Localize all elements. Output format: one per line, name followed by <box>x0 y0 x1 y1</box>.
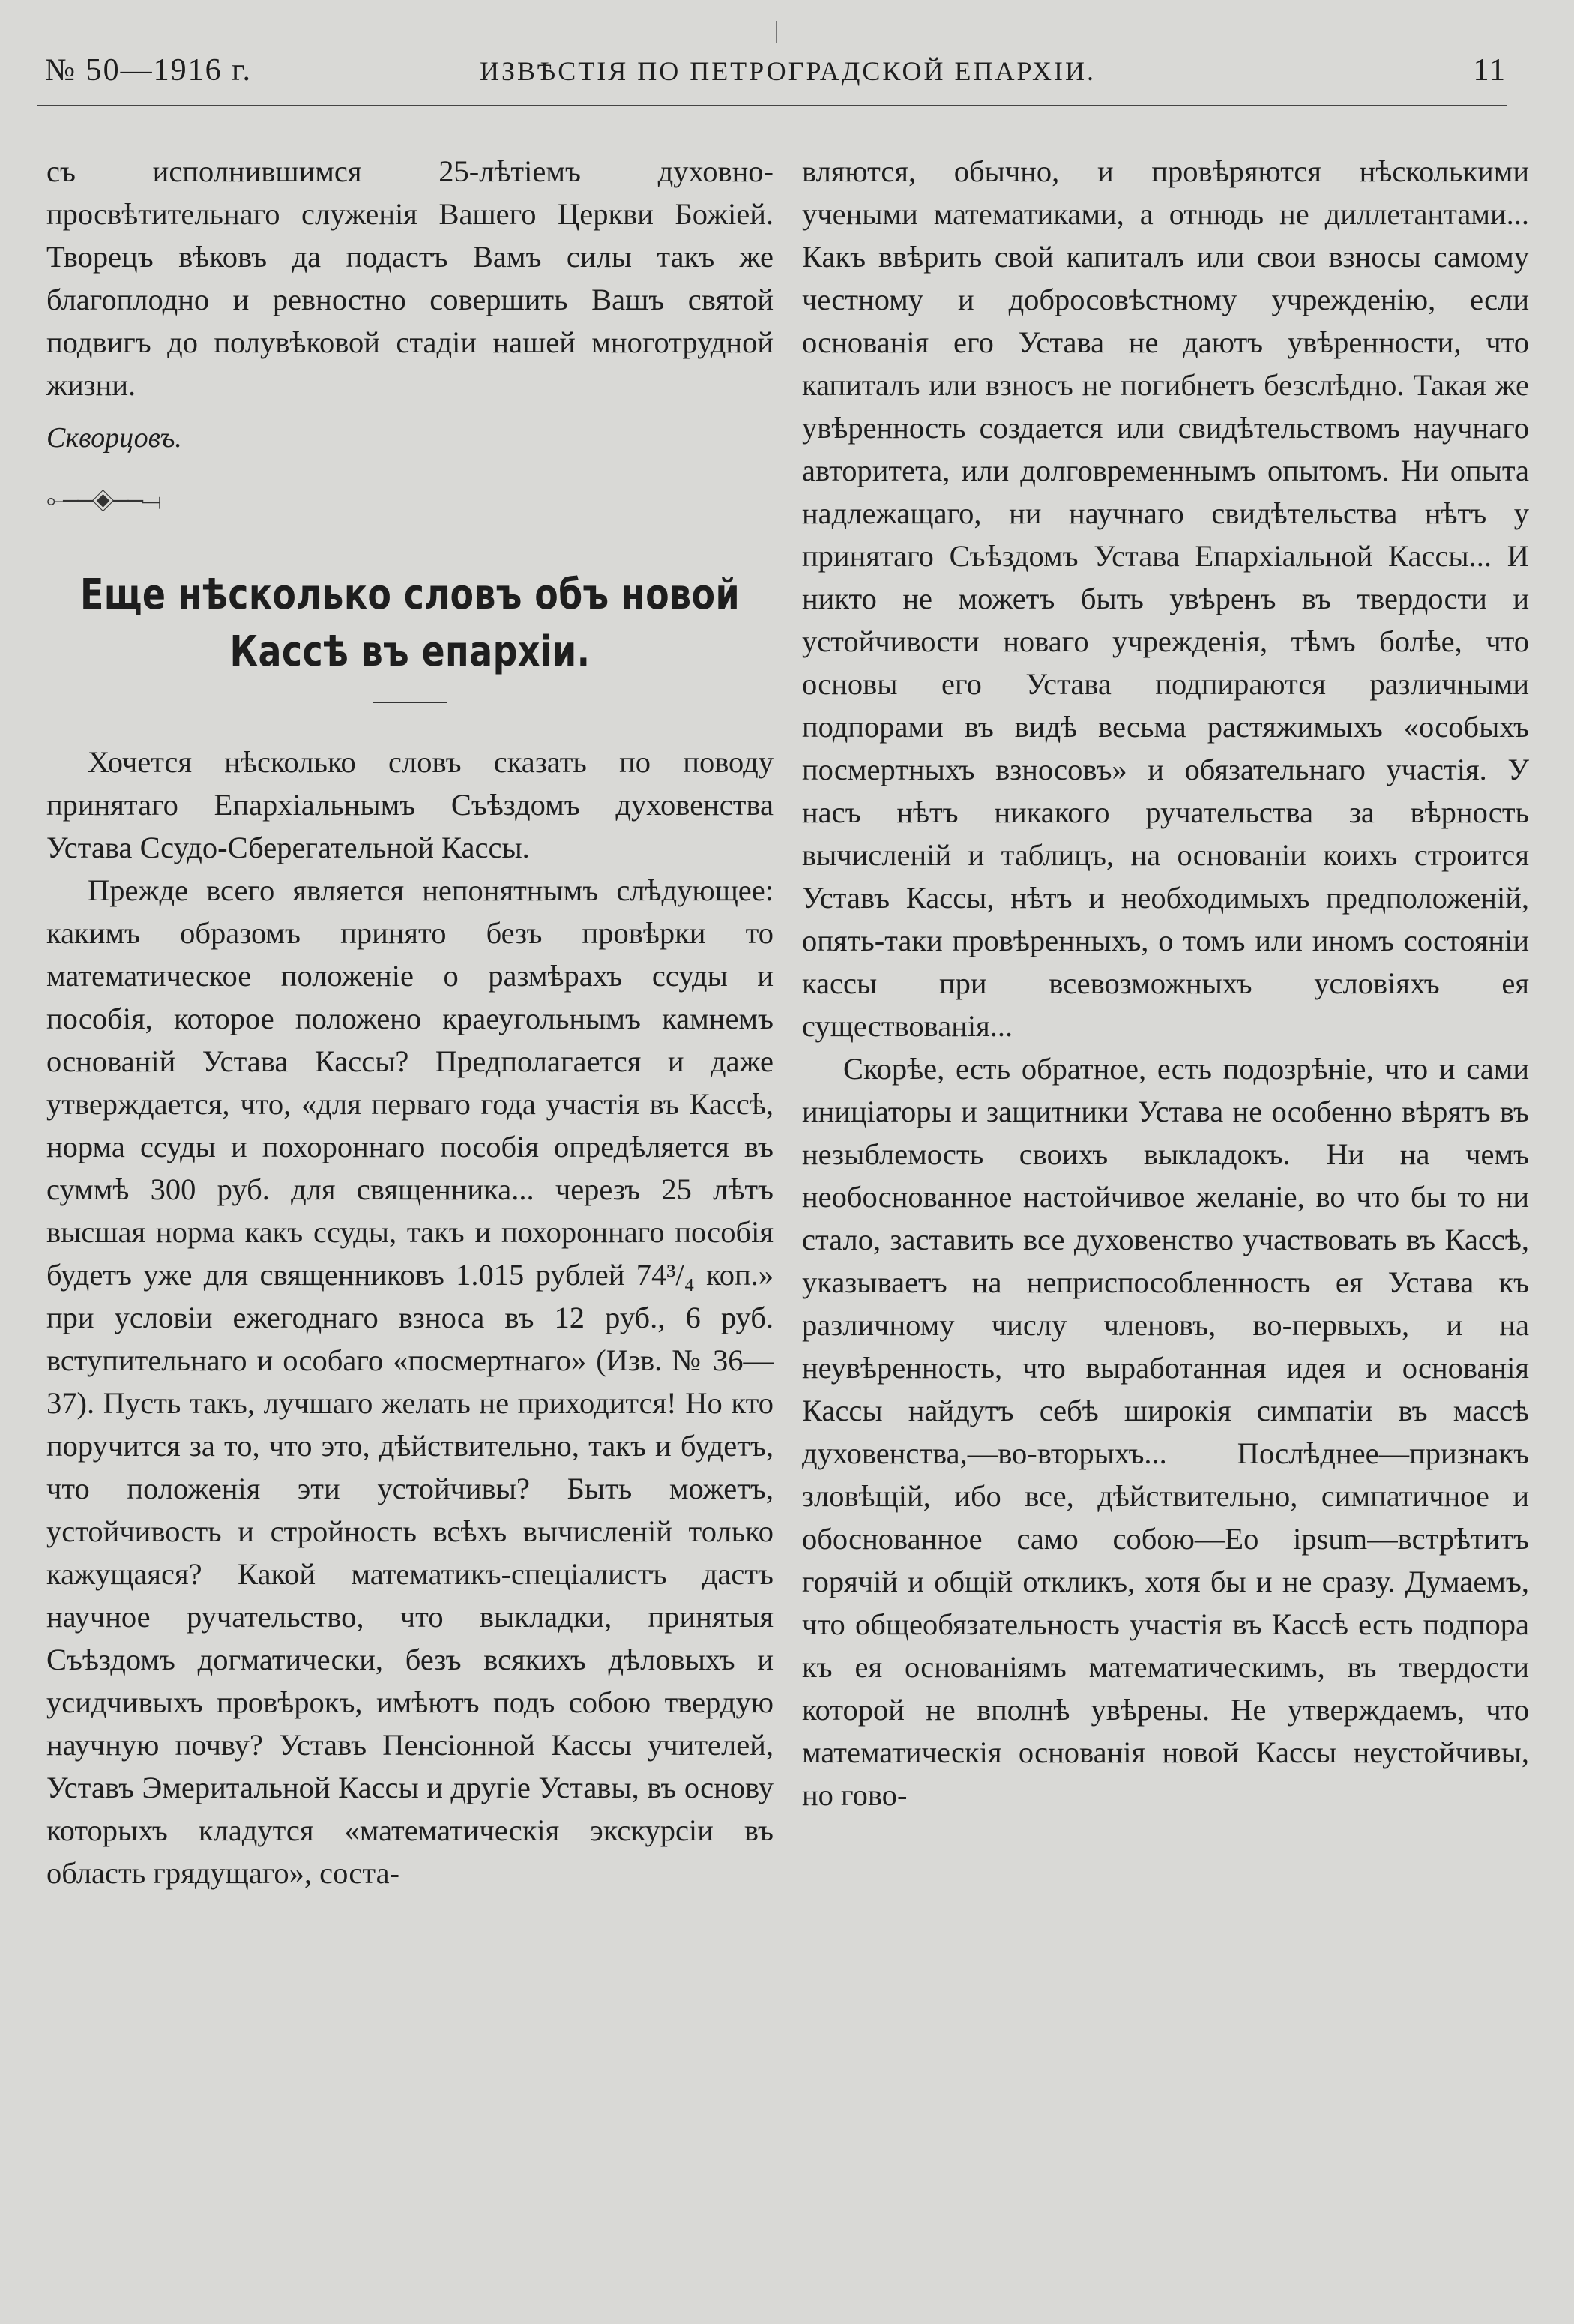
author-signature: Скворцовъ. <box>46 422 182 454</box>
left-column <box>46 150 774 1894</box>
title-divider <box>373 702 447 703</box>
article-paragraph: Хочется нѣсколько словъ сказать по поводу принятаго Епархіальнымъ Съѣздомъ духовенства Устава Ссудо-Сберегательной Кассы. <box>46 745 774 864</box>
section-ornament: ⟜──◈──⟞ <box>46 488 160 513</box>
journal-title: ИЗВѢСТІЯ ПО ПЕТРОГРАДСКОЙ ЕПАРХІИ. <box>480 56 1096 86</box>
header-rule <box>37 105 1507 106</box>
right-column <box>802 150 1529 1816</box>
article-title-line-2: Кассѣ въ епархіи. <box>229 627 591 676</box>
article-title-line-1: Еще нѣсколько словъ объ новой <box>79 571 741 619</box>
page-number: 11 <box>1473 53 1507 88</box>
article-paragraph: Скорѣе, есть обратное, есть подозрѣніе, что и сами иниціаторы и защитники Устава не особенно вѣрятъ въ незыблемость своихъ выкладокъ. Ни на чемъ необоснованное настойчивое желаніе, во что бы то ни стало, заставить все духовенство участвовать въ Кассѣ, указываетъ на неприспособленность ея Устава къ различному числу членовъ, во-первыхъ, и на неувѣренность, что выработанная идея и основанія Кассы найдутъ себѣ широкія симпатіи въ массѣ духовенства,—во-вторыхъ... Послѣднее—признакъ зловѣщій, ибо все, дѣйствительно, симпатичное и обоснованное само собою—Eo ipsum—встрѣтитъ горячій и общій откликъ, хотя бы и не сразу. Думаемъ, что общеобязательность участія въ Кассѣ есть подпора къ ея основаніямъ математическимъ, въ твердости которой не вполнѣ увѣрены. Не утверждаемъ, что математическія основанія новой Кассы неустойчивы, но гово- <box>802 1052 1529 1812</box>
issue-number: № 50—1916 г. <box>45 53 253 88</box>
article-paragraph: вляются, обычно, и провѣряются нѣсколькими учеными математиками, а отнюдь не диллетантами... Какъ ввѣрить свой капиталъ или свои взносы самому честному и добросовѣстному учрежденію, если основанія его Устава не даютъ увѣренности, что капиталъ или взносъ не погибнетъ безслѣдно. Такая же увѣренность создается или свидѣтельствомъ научнаго авторитета, или долговременнымъ опытомъ. Ни опыта надлежащаго, ни научнаго свидѣтельства нѣтъ у принятаго Съѣздомъ Устава Епархіальной Кассы... И никто не можетъ быть увѣренъ въ твердости и устойчивости новаго учрежденія, тѣмъ болѣе, что основы его Устава подпираются различными подпорами въ видѣ весьма растяжимыхъ «особыхъ посмертныхъ взносовъ» и обязательнаго участія. У насъ нѣтъ никакого ручательства за вѣрность вычисленій и таблицъ, на основаніи коихъ строится Уставъ Кассы, нѣтъ и необходимыхъ предположеній, опять-таки провѣренныхъ, о томъ или иномъ состояніи кассы при всевозможныхъ условіяхъ ея существованія... <box>802 154 1529 1043</box>
continued-text: съ исполнившимся 25-лѣтіемъ духовно-просвѣтительнаго служенія Вашего Церкви Божіей. Творецъ вѣковъ да подастъ Вамъ силы такъ же благоплодно и ревностно совершить Вашъ святой подвигъ до полувѣковой стадіи нашей многотрудной жизни. <box>46 154 774 402</box>
page-header <box>45 52 1507 105</box>
print-mark <box>776 21 777 43</box>
article-paragraph: Прежде всего является непонятнымъ слѣдующее: какимъ образомъ принято безъ провѣрки то математическое положеніе о размѣрахъ ссуды и пособія, которое положено краеугольнымъ камнемъ основаній Устава Кассы? Предполагается и даже утверждается, что, «для перваго года участія въ Кассѣ, норма ссуды и похороннаго пособія опредѣляется въ суммѣ 300 руб. для священника... черезъ 25 лѣтъ высшая норма какъ ссуды, такъ и похороннаго пособія будетъ уже для священниковъ 1.015 рублей 74³/₄ коп.» при условіи ежегоднаго взноса въ 12 руб., 6 руб. вступительнаго и особаго «посмертнаго» (Изв. № 36—37). Пусть такъ, лучшаго желать не приходится! Но кто поручится за то, что это, дѣйствительно, такъ и будетъ, что положенія эти устойчивы? Быть можетъ, устойчивость и стройность всѣхъ вычисленій только кажущаяся? Какой математикъ-спеціалистъ дастъ научное ручательство, что выкладки, принятыя Съѣздомъ догматически, безъ всякихъ дѣловыхъ и усидчивыхъ провѣрокъ, имѣютъ подъ собою твердую научную почву? Уставъ Пенсіонной Кассы учителей, Уставъ Эмеритальной Кассы и другіе Уставы, въ основу которыхъ кладутся «математическія экскурсіи въ область грядущаго», соста- <box>46 873 774 1890</box>
